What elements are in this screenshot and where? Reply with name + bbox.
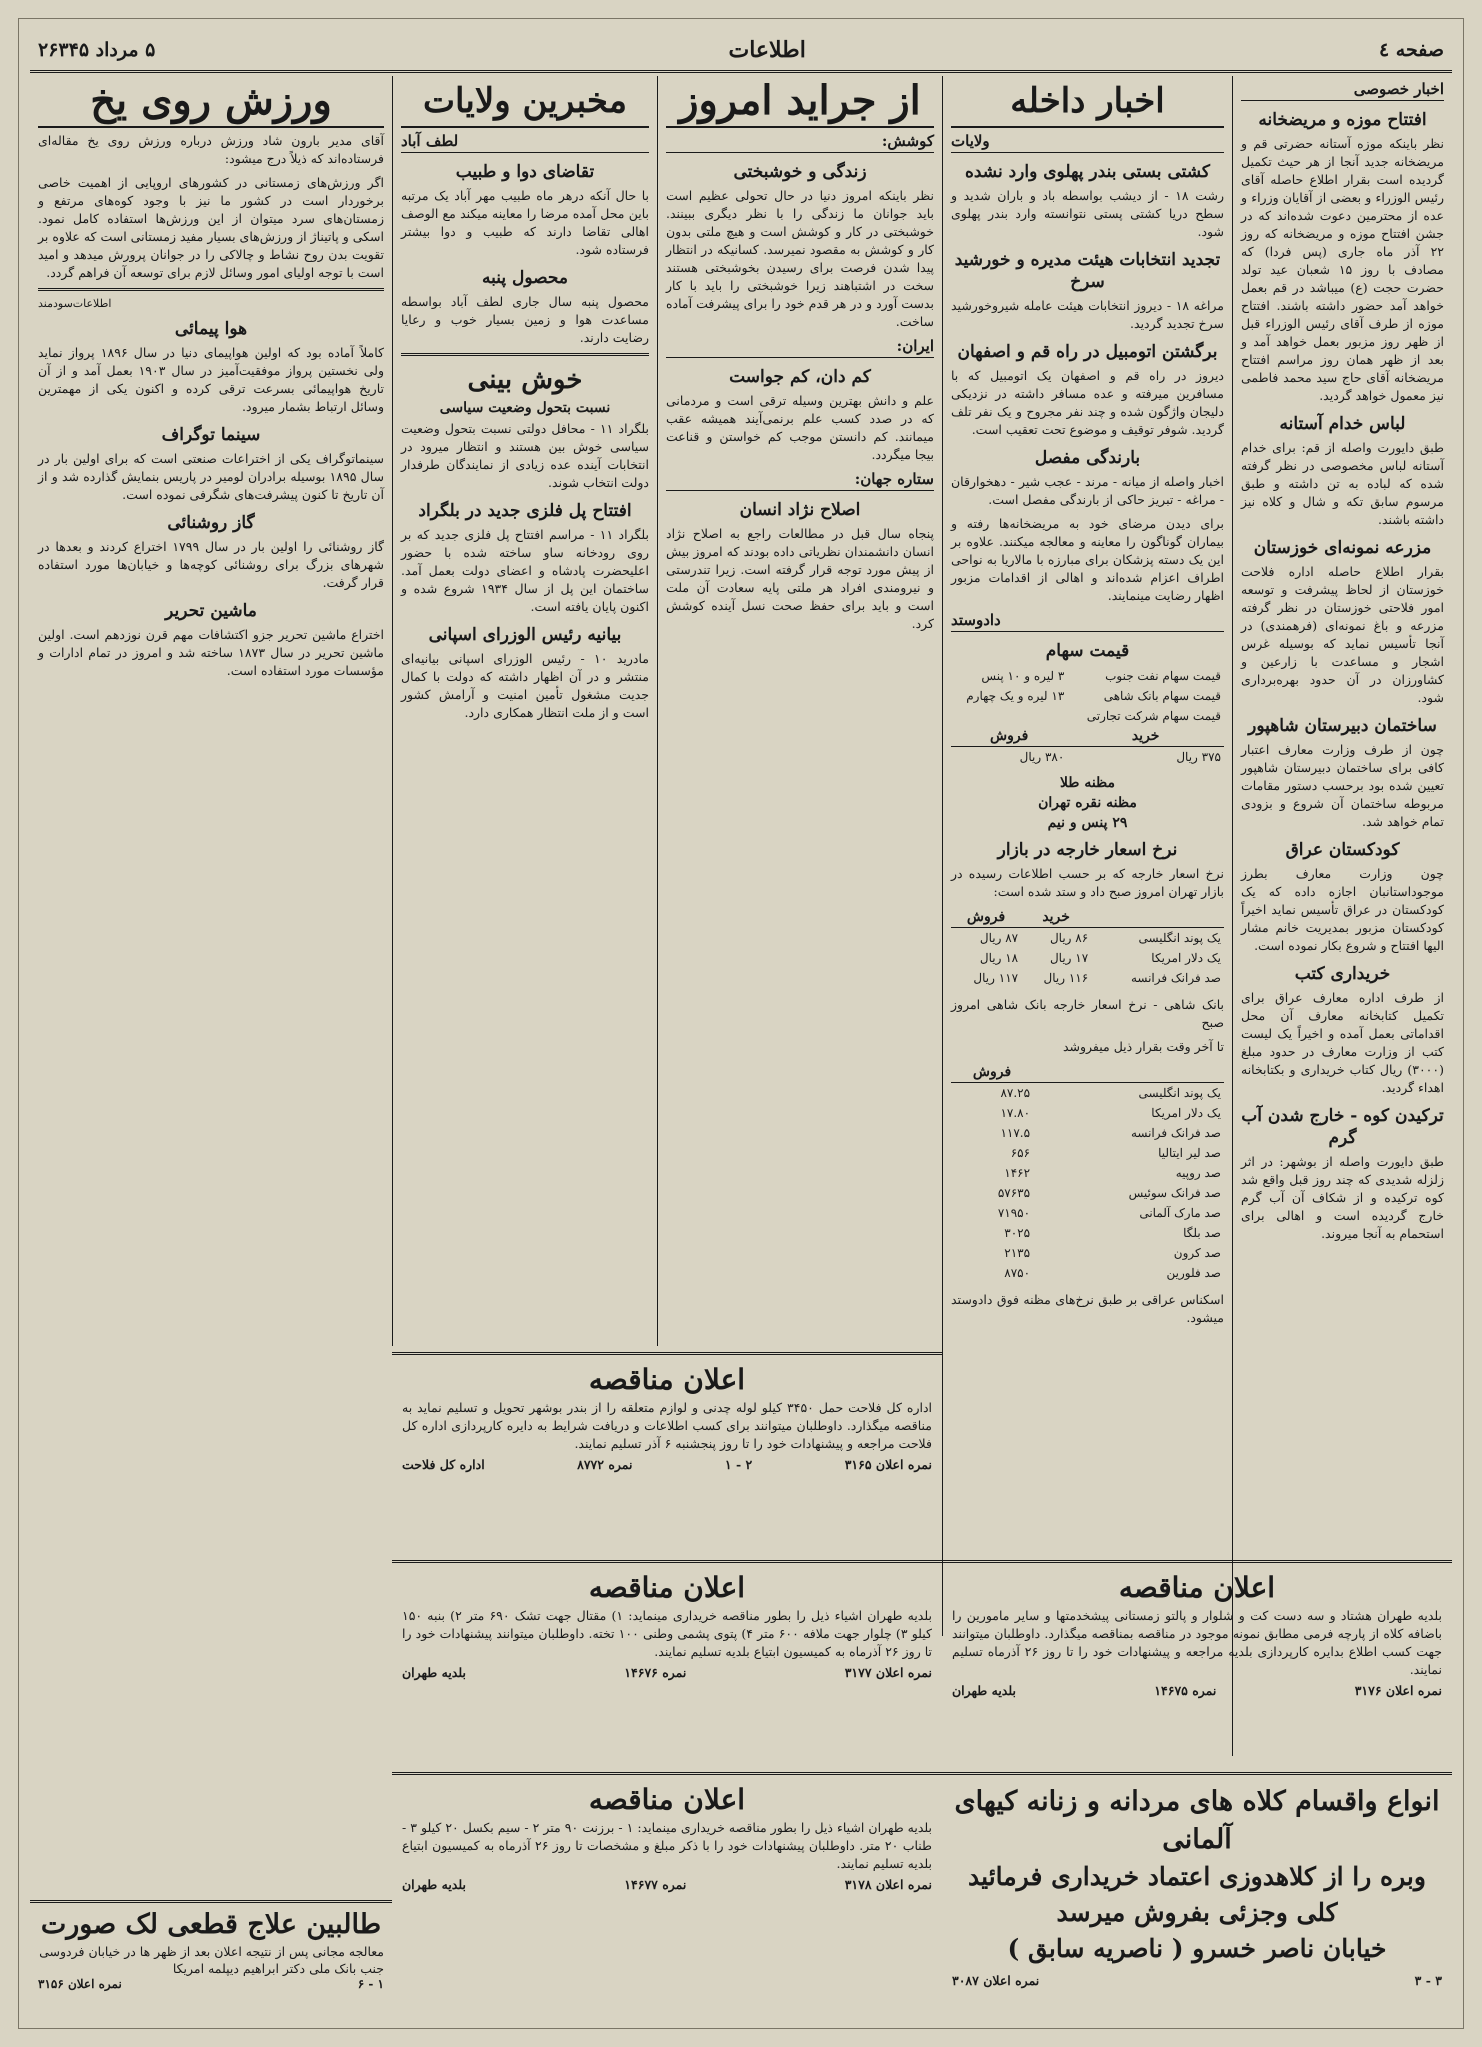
ad-line: خیابان ناصر خسرو ( ناصریه سابق ) (1007, 1934, 1387, 1963)
headline: ماشین تحریر (165, 601, 257, 621)
table-row (951, 747, 1224, 768)
share-value: ۳ لیره و ۱۰ پنس (981, 669, 1065, 683)
tender-body: اداره کل فلاحت حمل ۳۴۵۰ کیلو لوله چدنی و لوازم متعلقه را از بندر بوشهر تحویل و تسلیم نماید به مناقصه میگذارد. داوطلبان میتوانند برای کسب اطلاعات و دریافت شرایط به دایره کارپردازی اداره کل فلاحت مراجعه و پیشنهادات خود را تا روز پنجشنبه ۶ آذر تسلیم نمایند. (402, 1400, 932, 1451)
currency-label: صد فرانک فرانسه (1130, 1126, 1221, 1140)
tender-footer (952, 1683, 1442, 1698)
tender-ref: نمره اعلان ۳۱۷۷ (844, 1665, 932, 1680)
share-label: قیمت سهام شرکت تجارتی (1086, 709, 1221, 723)
rate-value: ۵۷۶۳۵ (997, 1186, 1031, 1200)
table-row (951, 1223, 1224, 1243)
bank-note: اسکناس عراقی بر طبق نرخ‌های مظنه فوق دادوستد میشود. (951, 1292, 1224, 1325)
table-row (951, 1083, 1224, 1104)
ad-footer (952, 1973, 1442, 1988)
table-row (951, 968, 1224, 988)
subheadline: نسبت بتحول وضعیت سیاسی (439, 400, 611, 416)
column-domestic-news (942, 76, 1232, 1636)
article-body: دیروز در راه قم و اصفهان یک اتومبیل که با مسافرین میرفته و عده مسافر داشته در نزدیکی دلیجان واژگون شده و چند نفر مجروح و یک نفر تلف گردید. شوفر توقیف و موضوع تحت تعقیب است. (951, 368, 1224, 437)
table-row (951, 928, 1224, 949)
tender-title: اعلان مناقصه (1118, 1571, 1276, 1604)
currency-label: صد روپیه (1175, 1166, 1221, 1180)
tender-number: نمره ۱۴۶۷۷ (624, 1877, 687, 1892)
headline: کم دان، کم جواست (729, 367, 871, 387)
clinic-body: معالجه مجانی پس از نتیجه اعلان بعد از ظهر ها در خیابان فردوسی جنب بانک ملی دکتر ابراهیم دیپلمه امریکا (39, 1944, 384, 1976)
silver-title: مظنه نقره تهران (1038, 795, 1137, 811)
article-body: رشت ۱۸ - از دیشب بواسطه باد و باران شدید و سطح دریا کشتی پستی نتوانسته وارد بندر پهلوی شود. (951, 188, 1224, 239)
article-body: بقرار اطلاع حاصله اداره فلاحت خوزستان از لحاظ پیشرفت و توسعه امور فلاحتی خوزستان در نظر گرفته مزرعه و باغ نمونه‌ای (فرهمندی) در آنجا تأسیس نماید که بوسیله غرس اشجار و مساعدت با زارعین و کشاورزان در آن حدود بهره‌برداری شود. (1241, 564, 1444, 705)
tender-ref: نمره اعلان ۳۱۷۶ (1354, 1683, 1442, 1698)
buy-rate: ۱۷ ریال (1049, 951, 1089, 965)
tender-title: اعلان مناقصه (588, 1363, 746, 1396)
article-body: محصول پنبه سال جاری لطف آباد بواسطه مساعدت هوا و زمین بسیار خوب و رعایا رضایت دارند. (401, 294, 649, 345)
section-credit: اطلاعات‌سودمند (38, 297, 112, 310)
column-sports (30, 76, 392, 2004)
table-row (951, 948, 1224, 968)
tender-number: نمره ۱۴۶۷۶ (624, 1665, 687, 1680)
section-title: ستاره جهان: (666, 470, 934, 491)
clinic-ref: نمره اعلان ۳۱۵۶ (38, 1977, 122, 1991)
silver-value: ۲۹ پنس و نیم (1047, 815, 1128, 831)
article-body: چون وزارت معارف بطرز موجوداستانبان اجازه داده که یک کودکستان در عراق تأسیس نماید اخیراً کودکستان مزبور بمدیریت خانم مشار الیها افتتاح و شروع بکار نموده است. (1241, 866, 1444, 953)
headline: سینما توگراف (161, 425, 261, 445)
tender-notice-uniforms (942, 1560, 1452, 1760)
column-private-news (1232, 76, 1452, 1756)
rate-value: ۱۷.۸۰ (1000, 1106, 1031, 1120)
headline: ساختمان دبیرستان شاهپور (1248, 716, 1437, 736)
tender-notice-municipality (392, 1772, 942, 1972)
tender-notice-municipality (392, 1560, 942, 1760)
article-body: بلگراد ۱۱ - مراسم افتتاح پل فلزی جدید که بر روی رودخانه ساو ساخته شده با حضور اعلیحضرت پادشاه و اعضای دولت بعمل آمد. ساختمان این پل از سال ۱۹۳۴ شروع شده و اکنون پایان یافته است. (401, 527, 649, 614)
tender-title: اعلان مناقصه (588, 1783, 746, 1816)
headline: تجدید انتخابات هیئت مدیره و خورشید سرخ (954, 250, 1221, 292)
headline: بیانیه رئیس الوزرای اسپانی (428, 625, 622, 645)
tender-ref: نمره اعلان ۳۱۷۸ (844, 1877, 932, 1892)
tender-number: نمره ۱۴۶۷۵ (1154, 1683, 1217, 1698)
table-row (951, 1203, 1224, 1223)
article-body: اخبار واصله از میانه - مرند - عجب شیر - دهخوارقان - مراغه - تبریز حاکی از بارندگی مفصل است. (951, 474, 1224, 507)
headline: بارندگی مفصل (1034, 448, 1141, 468)
ad-ref: نمره اعلان ۳۰۸۷ (952, 1973, 1040, 1988)
table-row (951, 1183, 1224, 1203)
ad-line: انواع واقسام کلاه های مردانه و زنانه کیهای آلمانی (954, 1786, 1440, 1855)
section-title: دادوستد (951, 611, 1224, 632)
column-header: فروش (951, 907, 1021, 928)
clinic-dates: ۱ - ۶ (357, 1977, 384, 1991)
headline: هوا پیمائی (174, 319, 248, 339)
currency-label: یک دلار امریکا (1151, 1106, 1221, 1120)
currency-label: یک پوند انگلیسی (1138, 1086, 1221, 1100)
table-row (951, 1263, 1224, 1283)
tender-footer (402, 1457, 932, 1472)
tender-dates: ۲ - ۱ (724, 1457, 753, 1472)
headline: کشتی بستی بندر پهلوی وارد نشده (964, 162, 1211, 182)
column-header: فروش (951, 726, 1067, 747)
column-title: از جراید امروز (666, 76, 934, 128)
headline: اصلاح نژاد انسان (739, 500, 861, 520)
article-intro: آقای مدیر بارون شاد ورزش درباره ورزش روی یخ مقاله‌ای فرستاده‌اند که ذیلاً درج میشود: (38, 133, 384, 166)
buy-rate: ۸۶ ریال (1049, 931, 1089, 945)
currency-label: یک پوند انگلیسی (1138, 931, 1221, 945)
issue-info: ۵ مرداد ۲۶۳۴۵ (38, 39, 156, 61)
page-header (30, 30, 1452, 73)
rate-value: ۶۵۶ (1010, 1146, 1031, 1160)
ad-line: وبره را از کلاهدوزی اعتماد خریداری فرمائید (968, 1862, 1426, 1891)
fx-table (951, 907, 1224, 988)
page-label: صفحه ٤ (1378, 39, 1444, 61)
table-row (951, 1062, 1224, 1083)
table-row (951, 726, 1224, 747)
column-title: اخبار داخله (951, 76, 1224, 128)
column-title: مخبرین ولایات (401, 76, 649, 128)
table-row (951, 686, 1224, 706)
article-body: برای دیدن مرضای خود به مریضخانه‌ها رفته و بیماران گوناگون را معاینه و معالجه میکنند. علاوه بر این یک دسته پزشکان برای مبارزه با مالاریا به نواحی اطراف اعزام شده‌اند و اهالی از اقدامات مزبور اظهار رضایت مینمایند. (951, 516, 1224, 603)
tender-footer (402, 1877, 932, 1892)
headline: افتتاح پل فلزی جدید در بلگراد (418, 501, 632, 521)
article-body: مادرید ۱۰ - رئیس الوزرای اسپانی بیانیه‌ای منتشر و در آن اظهار داشته که دولت با کمال جدیت مشغول تأمین امنیت و آرامش کشور است و از ملت انتظار همکاری دارد. (401, 651, 649, 720)
sell-rate: ۸۷ ریال (979, 931, 1019, 945)
tender-signature: اداره کل فلاحت (402, 1457, 485, 1472)
clinic-title: طالبین علاج قطعی لک صورت (40, 1909, 382, 1940)
tender-ref: نمره اعلان ۳۱۶۵ (844, 1457, 932, 1472)
sell-value: ۳۸۰ ریال (1019, 750, 1065, 764)
tender-notice-agriculture (392, 1352, 942, 1552)
tender-body: بلدیه طهران هشتاد و سه دست کت و شلوار و پالتو زمستانی پیشخدمتها و سایر مامورین را باضافه کلاه از پارچه فرمی مطابق نمونه موجود در مناقصه بمناقصه میگذارد. داوطلبان میتوانند جهت کسب اطلاع بدایره کارپردازی بلدیه مراجعه و پیشنهادات خود را تا روز ۲۶ آذرماه تسلیم نمایند. (952, 1608, 1443, 1677)
buy-value: ۳۷۵ ریال (1176, 750, 1221, 764)
rate-value: ۲۱۳۵ (1004, 1246, 1031, 1260)
currency-label: صد فرانک فرانسه (1130, 971, 1221, 985)
currency-label: صد فرانک سوئیس (1128, 1186, 1221, 1200)
article-body: علم و دانش بهترین وسیله ترقی است و مردمانی که در صدد کسب علم برنمی‌آیند همیشه عقب میمانند. کم دانستن موجب کم خواستن و قناعت بیجا میگردد. (666, 393, 934, 462)
currency-label: صد مارک آلمانی (1139, 1206, 1221, 1220)
fx-note: نرخ اسعار خارجه که بر حسب اطلاعات رسیده در بازار تهران امروز صبح داد و ستد شده است: (951, 866, 1224, 899)
article-body: چون از طرف وزارت معارف اعتبار کافی برای ساختمان دبیرستان شاهپور تعیین شده بود برحسب دستور مقامات مربوطه ساختمان آن شروع و بزودی تمام خواهد شد. (1241, 742, 1444, 829)
headline: مزرعه نمونه‌ای خوزستان (1253, 538, 1432, 558)
table-row (951, 1243, 1224, 1263)
clinic-footer (38, 1977, 384, 1991)
sell-rate: ۱۱۷ ریال (973, 971, 1019, 985)
fx-title: نرخ اسعار خارجه در بازار (997, 840, 1178, 860)
bank-rates-table (951, 1062, 1224, 1283)
table-row (951, 1123, 1224, 1143)
ad-dates: ۳ - ۳ (1414, 1973, 1442, 1988)
share-label: قیمت سهام نفت جنوب (1105, 669, 1221, 683)
headline: تقاضای دوا و طبیب (455, 162, 595, 182)
headline: افتتاح موزه و مریضخانه (1258, 110, 1427, 130)
column-press-review (657, 76, 942, 1346)
rate-value: ۳۰۲۵ (1004, 1226, 1031, 1240)
column-header: فروش (951, 1062, 1033, 1083)
section-title: ایران: (666, 337, 934, 358)
tender-title: اعلان مناقصه (588, 1571, 746, 1604)
currency-label: صد فلورین (1166, 1266, 1221, 1280)
share-value (951, 706, 1067, 726)
rate-value: ۷۱۹۵۰ (997, 1206, 1031, 1220)
headline: زندگی و خوشبختی (733, 162, 867, 182)
table-row (951, 666, 1224, 686)
article-body: گاز روشنائی را اولین بار در سال ۱۷۹۹ اختراع کردند و بعدها در شهرهای بزرگ برای روشنائی کوچه‌ها و خیابان‌ها مورد استفاده قرار گرفت. (38, 539, 384, 590)
table-row (951, 1103, 1224, 1123)
column-header: خرید (1067, 726, 1224, 747)
article-body: بلگراد ۱۱ - محافل دولتی نسبت بتحول وضعیت سیاسی خوش بین هستند و انتظار میرود در انتخابات آینده عده زیادی از نمایندگان طرفدار دولت انتخاب شوند. (401, 421, 649, 490)
table-row (951, 706, 1224, 726)
bank-title: بانک شاهی - نرخ اسعار خارجه بانک شاهی امروز صبح (951, 997, 1224, 1030)
share-label: قیمت سهام بانک شاهی (1103, 689, 1221, 703)
article-body: با حال آنکه درهر ماه طبیب مهر آباد یک مرتبه باین محل آمده مرضا را معاینه میکند مع الوصف اهالی تقاضا دارند که طبیب و دوا بیشتر فرستاده شود. (401, 188, 649, 257)
tender-number: نمره ۸۷۷۲ (577, 1457, 633, 1472)
article-body: کاملاً آماده بود که اولین هواپیمای دنیا در سال ۱۸۹۶ پرواز نماید ولی نخستین پرواز موفقیت‌آمیز در سال ۱۹۰۳ بعمل آمد و از آن تاریخ هواپیمائی بسرعت ترقی کرده و اکنون یکی از مهمترین وسائل ارتباط بشمار میرود. (38, 345, 385, 414)
article-body: نظر باینکه امروز دنیا در حال تحولی عظیم است باید جوانان ما زندگی را با نظر دیگری ببینند. خوشبختی در کار و کوشش است و هیچ ملتی بدون کار و کوشش به مقصود نمیرسد. کسانیکه در انتظار پیدا شدن فرصت برای رسیدن بخوشبختی هستند سخت در اشتباهند زیرا خوشبختی را باید با کار بدست آورد و در هر قدم خود را برای پیشرفت آماده ساخت. (666, 188, 934, 329)
rate-value: ۸۷۵۰ (1004, 1266, 1031, 1280)
article-body: سینماتوگراف یکی از اختراعات صنعتی است که برای اولین بار در سال ۱۸۹۵ بوسیله برادران لومیر در پاریس بنمایش گذارده شد و از آن تاریخ تا کنون پیشرفت‌های شگرفی نموده است. (38, 451, 384, 502)
hat-shop-advertisement (942, 1772, 1452, 1988)
divider (401, 353, 649, 356)
shares-title: قیمت سهام (1045, 641, 1130, 661)
share-value: ۱۳ لیره و یک چهارم (966, 689, 1065, 703)
section-title: کوشش: (666, 132, 934, 153)
tender-signature: بلدیه طهران (402, 1877, 466, 1892)
currency-label: صد کرون (1173, 1246, 1221, 1260)
table-row (951, 1143, 1224, 1163)
divider (38, 288, 384, 291)
article-body: پنجاه سال قبل در مطالعات راجع به اصلاح نژاد انسان دانشمندان نظریاتی داده بودند که امروز بیش از پیش مورد توجه قرار گرفته است. زیرا تندرستی و نیرومندی افراد هر ملتی پایه سعادت آن ملت است و باید برای حفظ صحت نسل آینده کوشش کرد. (666, 526, 934, 631)
table-row (951, 907, 1224, 928)
column-title: ورزش روی یخ (38, 76, 384, 128)
tender-body: بلدیه طهران اشیاء ذیل را بطور مناقصه خریداری مینماید: ۱) مقتال جهت تشک ۶۹۰ متر ۲) بنبه ۱۵۰ کیلو ۳) چلوار جهت ملافه ۶۰۰ متر ۴) پتوی پشمی وطنی ۱۰۰ تخته. داوطلبان میتوانند پیشنهادات خود را تا روز ۲۶ آذرماه به کمیسیون ابتیاع بلدیه تسلیم نمایند. (402, 1608, 933, 1659)
headline: خوش بینی (467, 365, 583, 395)
currency-label: صد لیر ایتالیا (1158, 1146, 1221, 1160)
rate-value: ۱۱۷.۵ (1000, 1126, 1031, 1140)
clinic-advertisement (30, 1900, 392, 2020)
headline: محصول پنبه (482, 268, 568, 288)
column-correspondents (392, 76, 657, 1346)
shares-table (951, 666, 1224, 767)
article-body: اگر ورزش‌های زمستانی در کشورهای اروپایی از اهمیت خاصی برخوردار است در کشور ما نیز با وجود کوه‌های مرتفع و زمستان‌های سرد میتوان از این ورزش‌ها استفاده کامل نمود. اسکی و پاتیناژ از ورزش‌های بسیار مفید زمستانی است که علاوه بر تقویت بدن روح نشاط و چالاکی را در جوانان پرورش میدهد و امید است با توجه اولیای امور وسائل لازم برای توسعه آن فراهم گردد. (38, 175, 384, 280)
tender-body: بلدیه طهران اشیاء ذیل را بطور مناقصه خریداری مینماید: ۱ - برزنت ۹۰ متر ۲ - سیم بکسل ۲۰ کیلو ۳ - طناب ۲۰ متر. داوطلبان پیشنهادات خود را با ذکر مبلغ و مشخصات تا روز ۲۶ آذرماه به کمیسیون ابتیاع بلدیه تسلیم نمایند. (402, 1820, 933, 1871)
headline: کودکستان عراق (1285, 840, 1400, 860)
currency-label: یک دلار امریکا (1151, 951, 1221, 965)
ad-line: کلی وجزئی بفروش میرسد (1056, 1898, 1338, 1927)
tender-signature: بلدیه طهران (402, 1665, 466, 1680)
article-body: طبق دایورت واصله از قم: برای خدام آستانه لباس مخصوصی در نظر گرفته شده که لباده به تن داشته و طبق مرسوم سابق تکه و شال و کلاه نیز داشته باشند. (1241, 440, 1444, 527)
headline: برگشتن اتومبیل در راه قم و اصفهان (957, 342, 1218, 362)
rate-value: ۸۷.۲۵ (1000, 1086, 1031, 1100)
headline: گاز روشنائی (167, 513, 255, 533)
article-body: طبق دایورت واصله از بوشهر: در اثر زلزله شدیدی که چند روز قبل واقع شد کوه ترکیده و از شکاف آن آب گرم خارج گردیده است و اهالی برای استحمام به آنجا میروند. (1241, 1154, 1444, 1241)
buy-rate: ۱۱۶ ریال (1043, 971, 1089, 985)
article-body: از طرف اداره معارف عراق برای تکمیل کتابخانه معارف آن محل اقداماتی بعمل آمده و اخیراً یک لیست کتب از وزارت معارف در حدود مبلغ (۳۰۰۰) ریال کتاب خریداری و بکتابخانه اهداء گردید. (1241, 990, 1444, 1095)
bank-subtitle: تا آخر وقت بقرار ذیل میفروشد (1062, 1039, 1224, 1054)
currency-label: صد بلگا (1183, 1226, 1221, 1240)
headline: خریداری کتب (1294, 964, 1391, 984)
headline: ترکیدن کوه - خارج شدن آب گرم (1241, 1106, 1444, 1148)
tender-footer (402, 1665, 932, 1680)
gold-title: مظنه طلا (1059, 775, 1116, 791)
section-title: اخبار خصوصی (1241, 80, 1444, 101)
headline: لباس خدام آستانه (1279, 414, 1406, 434)
article-body: مراغه ۱۸ - دیروز انتخابات هیئت عامله شیروخورشید سرخ تجدید گردید. (951, 298, 1225, 331)
article-body: اختراع ماشین تحریر جزو اکتشافات مهم قرن نوزدهم است. اولین ماشین تحریر در سال ۱۸۷۳ ساخته شد و امروز در تمام ادارات و مؤسسات مورد استفاده است. (38, 627, 384, 678)
city-title: لطف آباد (401, 132, 649, 153)
sell-rate: ۱۸ ریال (979, 951, 1019, 965)
rate-value: ۱۴۶۲ (1004, 1166, 1031, 1180)
article-body: نظر باینکه موزه آستانه حضرتی قم و مریضخانه جدید آنجا از هر حیث تکمیل گردیده است بقرار اطلاع حاصله آقای رئیس الوزراء و بعضی از آقایان وزراء و عده از محترمین دعوت شده‌اند که در جشن افتتاح موزه و مریضخانه که روز ۲۲ آذر ماه جاری (پس فردا) که مصادف با روز ۱۵ شعبان عید تولد حضرت حجت (ع) میباشد در قم بعمل خواهد آمد حضور داشته باشند. افتتاح موزه از طرف آقای رئیس الوزراء قبل از ظهر روز مزبور بعمل خواهد آمد و بعد از ظهر همان روز مراسم افتتاح مریضخانه آقای حاج سید محمد فاطمی نیز معمول خواهد گردید. (1241, 136, 1444, 403)
tender-signature: بلدیه طهران (952, 1683, 1016, 1698)
column-header: خرید (1021, 907, 1091, 928)
table-row (951, 1163, 1224, 1183)
section-title: ولایات (951, 132, 1224, 153)
paper-name: اطلاعات (728, 37, 806, 63)
